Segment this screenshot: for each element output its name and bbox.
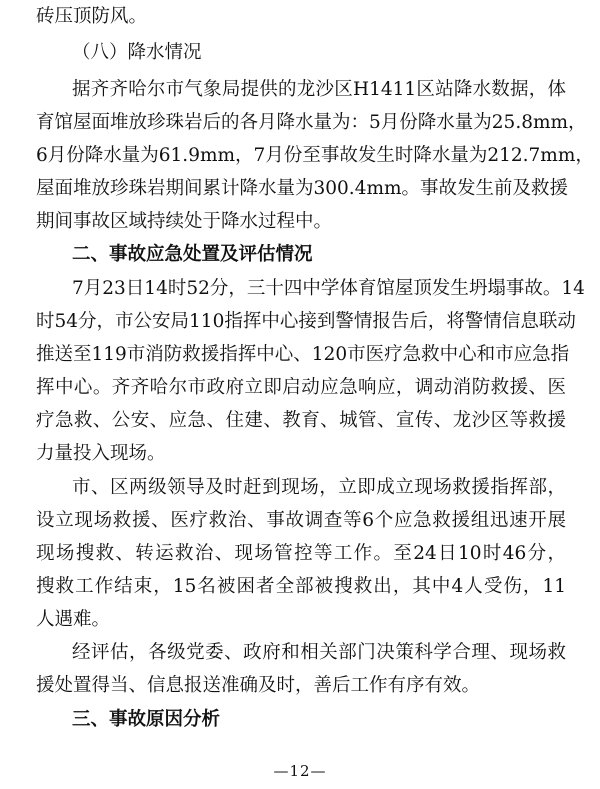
text-line: 推送至119市消防救援指挥中心、120市医疗急救中心和市应急指 (36, 344, 570, 365)
text-line: 6月份降水量为61.9mm，7月份至事故发生时降水量为212.7mm， (36, 145, 594, 166)
text-line: 育馆屋面堆放珍珠岩后的各月降水量为：5月份降水量为25.8mm， (36, 112, 587, 133)
text-line: 7月23日14时52分，三十四中学体育馆屋顶发生坍塌事故。14 (72, 278, 585, 299)
text-line: 据齐齐哈尔市气象局提供的龙沙区H1411区站降水数据，体 (72, 79, 566, 100)
text-line: 援处置得当、信息报送准确及时，善后工作有序有效。 (36, 675, 481, 696)
text-line: 搜救工作结束，15名被困者全部被搜救出，其中4人受伤，11 (36, 576, 566, 597)
text-line: 人遇难。 (36, 609, 111, 630)
section-heading: 二、事故应急处置及评估情况 (72, 244, 313, 265)
text-line: 力量投入现场。 (36, 443, 166, 464)
text-line: 时54分，市公安局110指挥中心接到警情报告后，将警情信息联动 (36, 311, 576, 332)
section-subheading: （八）降水情况 (72, 42, 202, 63)
text-line: 砖压顶防风。 (36, 6, 148, 27)
text-line: 经评估，各级党委、政府和相关部门决策科学合理、现场救 (72, 642, 566, 663)
text-line: 期间事故区域持续处于降水过程中。 (36, 211, 333, 232)
text-line: 挥中心。齐齐哈尔市政府立即启动应急响应，调动消防救援、医 (36, 377, 566, 398)
section-heading: 三、事故原因分析 (72, 709, 221, 730)
text-line: 设立现场救援、医疗救治、事故调查等6个应急救援组迅速开展 (36, 510, 566, 531)
text-line: 疗急救、公安、应急、住建、教育、城管、宣传、龙沙区等救援 (36, 410, 566, 431)
text-line: 屋面堆放珍珠岩期间累计降水量为300.4mm。事故发生前及救援 (36, 178, 569, 199)
text-line: 市、区两级领导及时赶到现场，立即成立现场救援指挥部， (72, 477, 566, 498)
text-line: 现场搜救、转运救治、现场管控等工作。至24日10时46分， (36, 543, 566, 564)
page-number: —12— (273, 762, 327, 780)
